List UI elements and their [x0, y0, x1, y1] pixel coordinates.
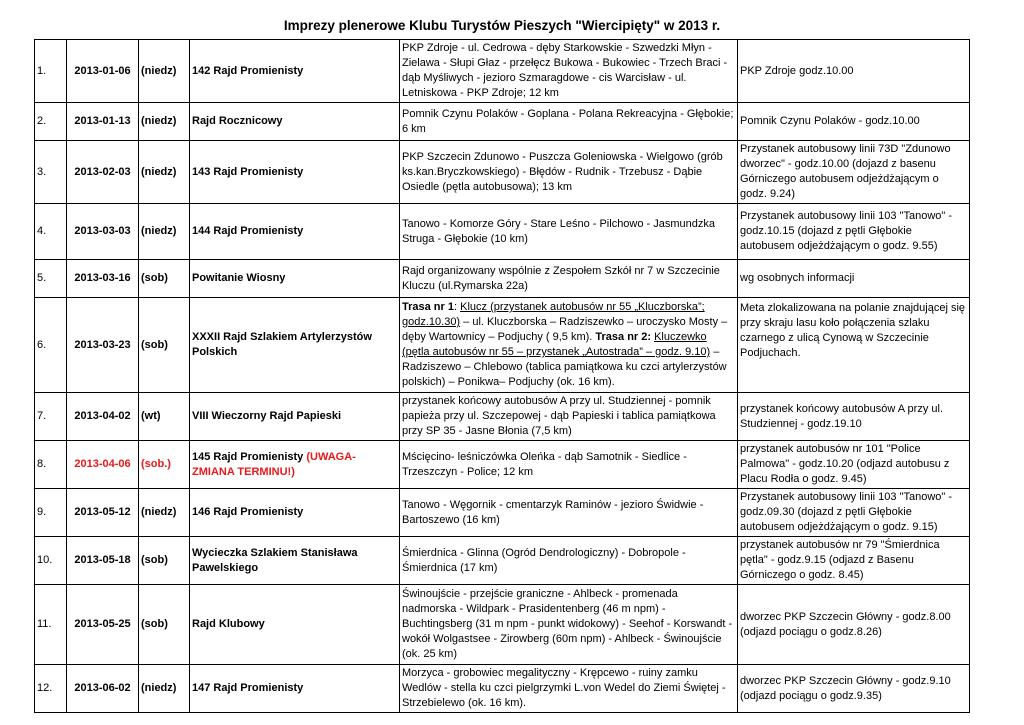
event-route: Tanowo - Węgornik - cmentarzyk Raminów - jezioro Świdwie - Bartoszewo (16 km) [400, 489, 738, 537]
event-date: 2013-01-06 [67, 40, 139, 103]
event-route [400, 298, 738, 393]
event-route: PKP Zdroje - ul. Cedrowa - dęby Starkowskie - Szwedzki Młyn - Zielawa - Słupi Głaz - przełęcz Bukowa - Bukowiec - Trzech Braci - dąb Myśliwych - jezioro Szmaragdowe - cis Warcisław - ul. Letniskowa - PKP Zdroje; 12 km [400, 40, 738, 103]
table-row [35, 665, 970, 713]
table-row [35, 489, 970, 537]
document-title: Imprezy plenerowe Klubu Turystów Pieszych "Wiercipięty" w 2013 r. [283, 18, 721, 33]
event-day: (niedz) [139, 489, 190, 537]
event-route: Morzyca - grobowiec megalityczny - Krępcewo - ruiny zamku Wedlów - stella ku czci pielgrzymki L.von Wedel do Ziemi Świętej - Strzebielewo (ok. 16 km). [400, 665, 738, 713]
event-day: (sob) [139, 298, 190, 393]
event-route: Pomnik Czynu Polaków - Goplana - Polana Rekreacyjna - Głębokie; 6 km [400, 103, 738, 141]
row-number: 10. [35, 537, 67, 585]
event-name-text: 145 Rajd Promienisty [192, 450, 304, 463]
event-date: 2013-05-25 [67, 585, 139, 665]
row-number: 3. [35, 141, 67, 204]
event-meeting-point: dworzec PKP Szczecin Główny - godz.9.10 (odjazd pociągu o godz.9.35) [738, 665, 970, 713]
event-route: Rajd organizowany wspólnie z Zespołem Szkół nr 7 w Szczecinie Kluczu (ul.Rymarska 22a) [400, 260, 738, 298]
event-route: Świnoujście - przejście graniczne - Ahlbeck - promenada nadmorska - Wildpark - Prasidentenberg (46 m npm) - Buchtingsberg (31 m npm - punkt widokowy) - Seehof - Korswandt - wokół Wolgastsee - Zirowberg (60m npm) - Ahlbeck - Świnoujście (ok. 25 km) [400, 585, 738, 665]
event-name: 147 Rajd Promienisty [190, 665, 400, 713]
event-name: VIII Wieczorny Rajd Papieski [190, 393, 400, 441]
table-row [35, 40, 970, 103]
row-number: 1. [35, 40, 67, 103]
table-row [35, 260, 970, 298]
schedule-change-note: (UWAGA-ZMIANA TERMINU!) [192, 450, 356, 478]
event-route: Tanowo - Komorze Góry - Stare Leśno - Pilchowo - Jasmundzka Struga - Głębokie (10 km) [400, 204, 738, 260]
event-day: (sob.) [139, 441, 190, 489]
route-1-colon: : [453, 301, 461, 313]
event-name: XXXII Rajd Szlakiem Artylerzystów Polskich [190, 298, 400, 393]
event-day: (wt) [139, 393, 190, 441]
event-name: 146 Rajd Promienisty [190, 489, 400, 537]
event-name: Rajd Rocznicowy [190, 103, 400, 141]
route-2-description: – Radziszewo – Chlebowo (tablica pamiątkowa ku czci artylerzystów polskich) – Ponikwa– Podjuchy (ok. 16 km). [402, 346, 727, 388]
route-2-start-link[interactable]: Kluczewko (pętla autobusów nr 55 – przystanek „Autostrada” – godz. 9.10) [402, 331, 711, 358]
event-name: Rajd Klubowy [190, 585, 400, 665]
event-meeting-point: wg osobnych informacji [738, 260, 970, 298]
event-day: (sob) [139, 260, 190, 298]
route-1-description: – ul. Kluczborska – Radziszewko – uroczysko Mosty – dęby Wartownicy – Podjuchy ( 9,5 km). [402, 316, 728, 343]
row-number: 2. [35, 103, 67, 141]
event-meeting-point: Przystanek autobusowy linii 73D "Zdunowo dworzec" - godz.10.00 (dojazd z basenu Górniczego autobusem odjeżdżającym o godz. 9.24) [738, 141, 970, 204]
event-meeting-point: PKP Zdroje godz.10.00 [738, 40, 970, 103]
event-day: (sob) [139, 585, 190, 665]
event-name [190, 441, 400, 489]
event-route: PKP Szczecin Zdunowo - Puszcza Goleniowska - Wielgowo (grób ks.kan.Bryczkowskiego) - Błędów - Rudnik - Trzebusz - Dąbie Osiedle (pętla autobusowa); 13 km [400, 141, 738, 204]
table-row [35, 298, 970, 393]
event-meeting-point: przystanek autobusów nr 101 "Police Palmowa" - godz.10.20 (odjazd autobusu z Placu Rodła o godz. 9.45) [738, 441, 970, 489]
table-row [35, 103, 970, 141]
table-row [35, 585, 970, 665]
event-name: 143 Rajd Promienisty [190, 141, 400, 204]
route-1-start-link[interactable]: Klucz (przystanek autobusów nr 55 „Kluczborska”; godz.10.30) [402, 301, 705, 328]
event-day: (niedz) [139, 141, 190, 204]
event-day: (niedz) [139, 40, 190, 103]
event-name: 144 Rajd Promienisty [190, 204, 400, 260]
event-route: Mścięcino- leśniczówka Oleńka - dąb Samotnik - Siedlice - Trzeszczyn - Police; 12 km [400, 441, 738, 489]
event-date: 2013-02-03 [67, 141, 139, 204]
row-number: 6. [35, 298, 67, 393]
event-name: Wycieczka Szlakiem Stanisława Pawelskiego [190, 537, 400, 585]
event-meeting-point: dworzec PKP Szczecin Główny - godz.8.00 (odjazd pociągu o godz.8.26) [738, 585, 970, 665]
event-date: 2013-03-16 [67, 260, 139, 298]
row-number: 5. [35, 260, 67, 298]
events-table [34, 39, 970, 713]
row-number: 4. [35, 204, 67, 260]
event-date: 2013-03-03 [67, 204, 139, 260]
event-date: 2013-04-02 [67, 393, 139, 441]
event-meeting-point: Meta zlokalizowana na polanie znajdującej się przy skraju lasu koło połączenia szlaku czarnego z ulicą Cynową w Szczecinie Podjuchach. [738, 298, 970, 393]
event-meeting-point: Pomnik Czynu Polaków - godz.10.00 [738, 103, 970, 141]
event-route: Śmierdnica - Glinna (Ogród Dendrologiczny) - Dobropole - Śmierdnica (17 km) [400, 537, 738, 585]
row-number: 7. [35, 393, 67, 441]
event-date: 2013-03-23 [67, 298, 139, 393]
route-1-label: Trasa nr 1 [402, 301, 454, 313]
table-row [35, 204, 970, 260]
event-day: (niedz) [139, 665, 190, 713]
event-meeting-point: przystanek końcowy autobusów A przy ul. Studziennej - godz.19.10 [738, 393, 970, 441]
table-row [35, 393, 970, 441]
event-meeting-point: Przystanek autobusowy linii 103 "Tanowo" - godz.09.30 (dojazd z pętli Głębokie autobusem odjeżdżającym o godz. 9.15) [738, 489, 970, 537]
event-date: 2013-01-13 [67, 103, 139, 141]
event-date: 2013-04-06 [67, 441, 139, 489]
event-date: 2013-05-18 [67, 537, 139, 585]
table-row [35, 441, 970, 489]
event-name: 142 Rajd Promienisty [190, 40, 400, 103]
table-row [35, 141, 970, 204]
row-number: 12. [35, 665, 67, 713]
event-day: (sob) [139, 537, 190, 585]
event-day: (niedz) [139, 103, 190, 141]
event-route: przystanek końcowy autobusów A przy ul. Studziennej - pomnik papieża przy ul. Szczepowej - dąb Papieski i tablica pamiątkowa przy SP 35 - Jasne Błonia (7,5 km) [400, 393, 738, 441]
event-day: (niedz) [139, 204, 190, 260]
row-number: 9. [35, 489, 67, 537]
table-row [35, 537, 970, 585]
event-meeting-point: Przystanek autobusowy linii 103 "Tanowo" - godz.10.15 (dojazd z pętli Głębokie autobusem odjeżdżającym o godz. 9.55) [738, 204, 970, 260]
event-name: Powitanie Wiosny [190, 260, 400, 298]
row-number: 8. [35, 441, 67, 489]
event-meeting-point: przystanek autobusów nr 79 "Śmierdnica pętla" - godz.9.15 (odjazd z Basenu Górniczego o godz. 8.45) [738, 537, 970, 585]
row-number: 11. [35, 585, 67, 665]
route-2-label: Trasa nr 2: [595, 331, 652, 343]
event-date: 2013-06-02 [67, 665, 139, 713]
event-date: 2013-05-12 [67, 489, 139, 537]
